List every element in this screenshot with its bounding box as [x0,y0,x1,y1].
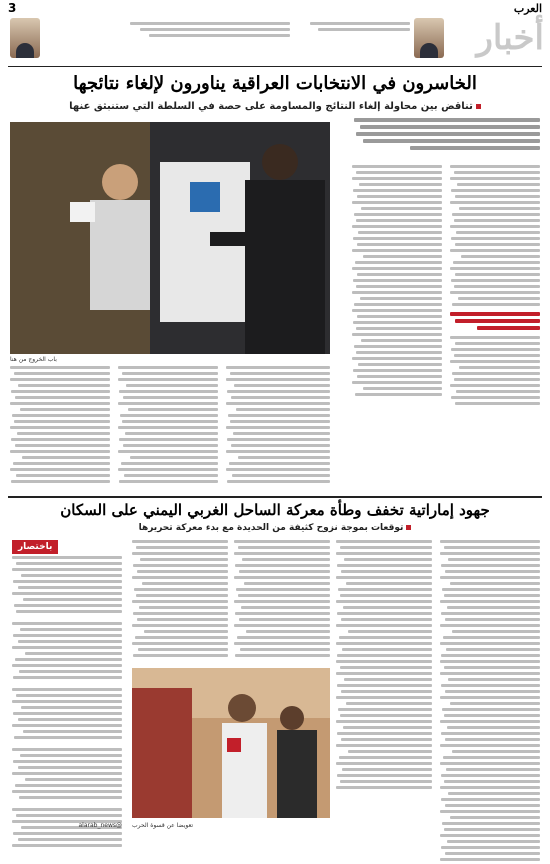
masthead-divider [8,66,542,67]
columnist-teaser-2 [130,22,290,40]
second-body-col-3 [336,540,432,792]
main-body-col-5 [226,366,330,486]
sidebar-content [12,556,122,850]
page-number: 3 [8,1,17,15]
main-body-col-2 [352,165,442,399]
second-subhead [10,522,540,534]
bullet-icon [476,104,481,109]
main-body-col-3 [10,366,110,486]
second-photo-illustration [132,668,330,818]
columnist-avatar-1 [414,18,444,58]
main-photo-caption: باب الخروج من هنا [10,356,57,363]
sidebar-footer: @alarab_news [78,822,122,829]
main-subhead [10,100,540,114]
second-body-col-1 [132,540,228,660]
main-body-col-1 [450,165,540,408]
second-subhead-text: توقعات بموجة نزوح كثيفة من الحديدة مع بدء معركة تحريرها [138,523,404,533]
masthead [0,0,550,66]
second-body-col-2 [234,540,330,660]
second-photo-caption: تعويضا عن قسوة الحرب [132,822,194,829]
masthead-top-bar [8,2,542,14]
second-body-col-4 [440,540,540,864]
main-photo [10,122,330,354]
newspaper-logo: العرب [513,1,542,15]
main-photo-illustration [10,122,330,354]
main-subhead-text: تناقض بين محاولة إلغاء النتائج والمساومة على حصة في السلطة التي ستنبثق عنها [69,101,473,112]
main-body-col-4 [118,366,218,486]
columnist-teaser-1 [310,22,410,34]
sidebar-title: باختصار [12,540,58,554]
section-divider [8,496,542,498]
columnist-avatar-2 [10,18,40,58]
bullet-icon-2 [406,525,411,530]
main-headline: الخاسرون في الانتخابات العراقية يناورون لإلغاء نتائجها [73,73,477,94]
second-headline: جهود إماراتية تخفف وطأة معركة الساحل الغربي اليمني على السكان [60,501,490,519]
main-lead-paragraph [354,118,540,153]
section-title: أخبار [476,18,544,58]
second-photo [132,668,330,818]
